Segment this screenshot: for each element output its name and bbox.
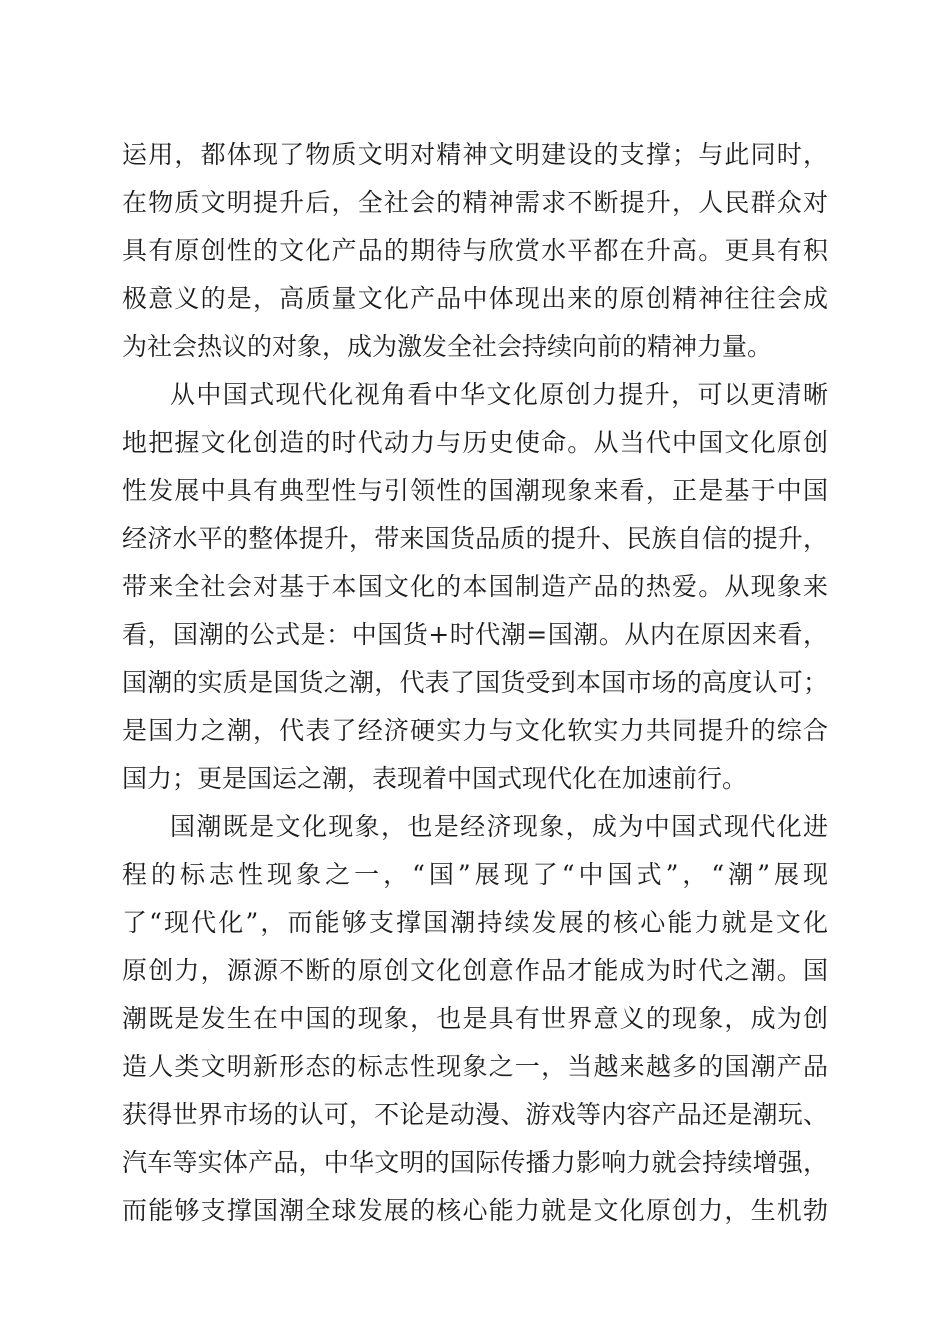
text-line: 原创力，源源不断的原创文化创意作品才能成为时代之潮。国 (122, 956, 828, 985)
text-line: 在物质文明提升后，全社会的精神需求不断提升，人民群众对 (122, 188, 828, 217)
text-line: 经济水平的整体提升，带来国货品质的提升、民族自信的提升， (122, 524, 828, 553)
text-line: 程的标志性现象之一，“国”展现了“中国式”，“潮”展现 (122, 860, 828, 889)
paragraph-end-line: 国力；更是国运之潮，表现着中国式现代化在加速前行。 (122, 764, 748, 793)
paragraph-end-line: 为社会热议的对象，成为激发全社会持续向前的精神力量。 (122, 332, 773, 361)
text-line: 是国力之潮，代表了经济硬实力与文化软实力共同提升的综合 (122, 716, 828, 745)
text-line: 带来全社会对基于本国文化的本国制造产品的热爱。从现象来 (122, 572, 828, 601)
text-line: 潮既是发生在中国的现象，也是具有世界意义的现象，成为创 (122, 1004, 828, 1033)
text-line: 运用，都体现了物质文明对精神文明建设的支撑；与此同时， (122, 140, 828, 169)
text-line: 汽车等实体产品，中华文明的国际传播力影响力就会持续增强， (122, 1148, 828, 1177)
text-line: 了“现代化”，而能够支撑国潮持续发展的核心能力就是文化 (122, 908, 828, 937)
text-line: 造人类文明新形态的标志性现象之一，当越来越多的国潮产品 (122, 1052, 828, 1081)
paragraph-first-line: 国潮既是文化现象，也是经济现象，成为中国式现代化进 (170, 812, 828, 841)
text-line: 具有原创性的文化产品的期待与欣赏水平都在升高。更具有积 (122, 236, 828, 265)
text-line: 极意义的是，高质量文化产品中体现出来的原创精神往往会成 (122, 284, 828, 313)
text-line: 看，国潮的公式是：中国货+时代潮=国潮。从内在原因来看， (122, 620, 828, 649)
text-line: 而能够支撑国潮全球发展的核心能力就是文化原创力，生机勃 (122, 1196, 828, 1225)
paragraph-first-line: 从中国式现代化视角看中华文化原创力提升，可以更清晰 (170, 380, 828, 409)
text-line: 性发展中具有典型性与引领性的国潮现象来看，正是基于中国 (122, 476, 828, 505)
text-line: 获得世界市场的认可，不论是动漫、游戏等内容产品还是潮玩、 (122, 1100, 828, 1129)
text-line: 国潮的实质是国货之潮，代表了国货受到本国市场的高度认可； (122, 668, 828, 697)
text-line: 地把握文化创造的时代动力与历史使命。从当代中国文化原创 (122, 428, 828, 457)
